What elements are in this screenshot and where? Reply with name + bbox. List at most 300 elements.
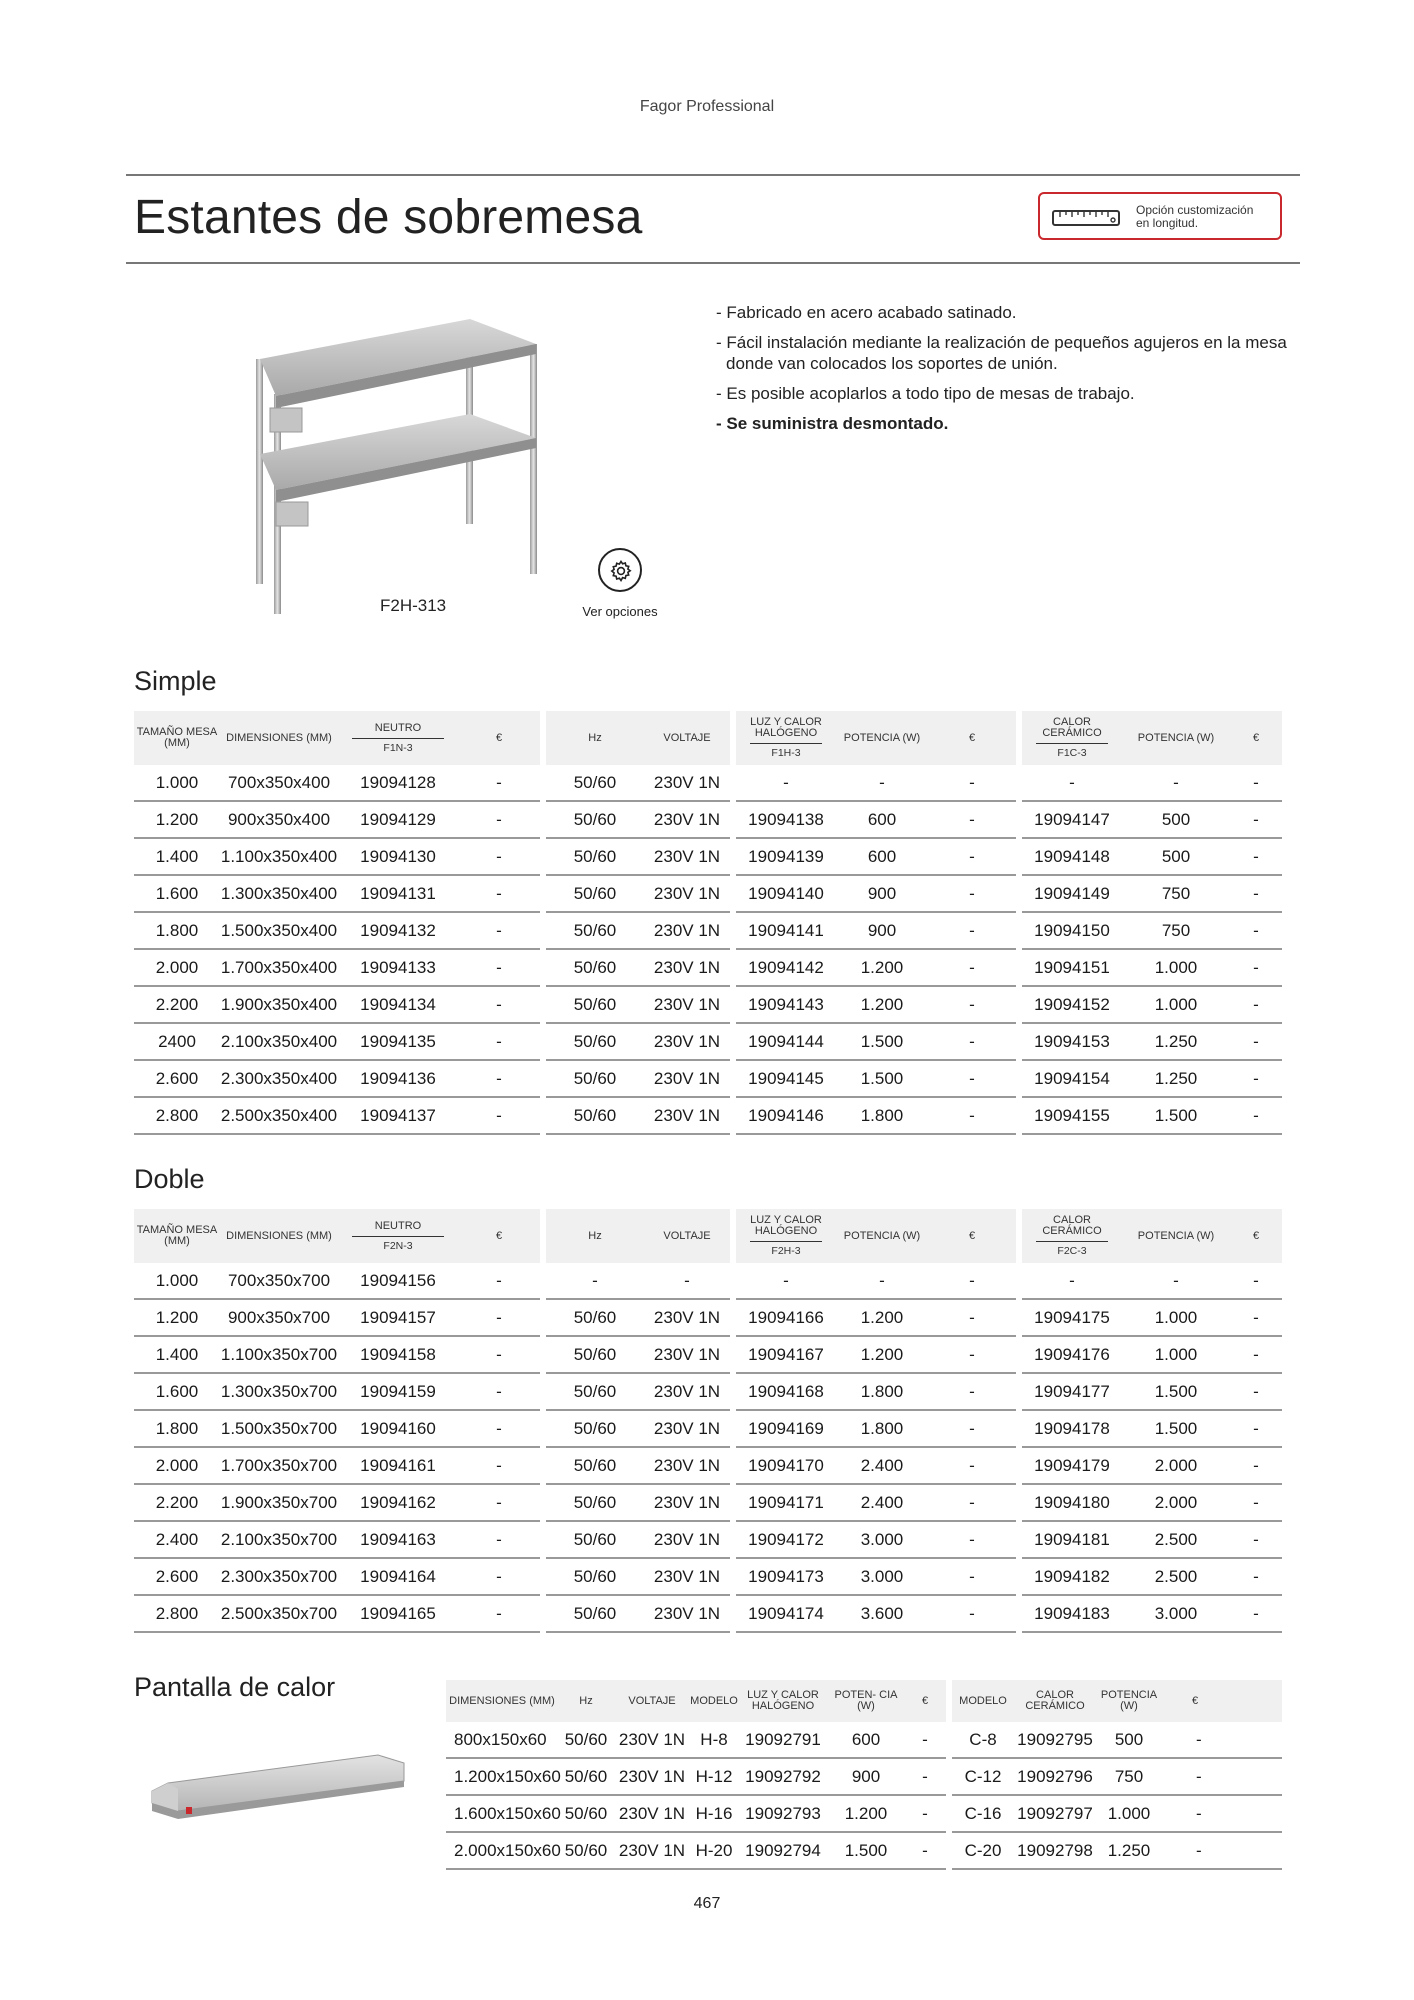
table-cell: 50/60	[546, 1411, 644, 1448]
table-cell: 19094141	[736, 913, 836, 950]
table-cell: 19094168	[736, 1374, 836, 1411]
table-cell: -	[928, 1098, 1016, 1135]
col-header: €	[1162, 1680, 1282, 1722]
table-cell: 700x350x700	[220, 1263, 338, 1300]
table-cell: 3.000	[1122, 1596, 1230, 1633]
table-cell: -	[1230, 1485, 1282, 1522]
table-cell: -	[1022, 765, 1122, 802]
table-cell: -	[458, 1337, 540, 1374]
table-cell: -	[458, 876, 540, 913]
table-cell: 19094183	[1022, 1596, 1122, 1633]
table-cell: 50/60	[546, 1374, 644, 1411]
col-header: DIMENSIONES (MM)	[446, 1680, 558, 1722]
table-cell: 1.250	[1122, 1024, 1230, 1061]
table-cell: 50/60	[546, 1522, 644, 1559]
table-cell: 19094132	[338, 913, 458, 950]
table-cell: 2.500	[1122, 1522, 1230, 1559]
table-cell: 2.200	[134, 1485, 220, 1522]
table-cell: 19094148	[1022, 839, 1122, 876]
table-cell: 19094156	[338, 1263, 458, 1300]
table-cell: -	[836, 765, 928, 802]
table-cell: 500	[1096, 1722, 1162, 1759]
table-cell: 1.900x350x400	[220, 987, 338, 1024]
table-cell: 1.250	[1122, 1061, 1230, 1098]
table-cell: 2.100x350x700	[220, 1522, 338, 1559]
table-cell: -	[1230, 839, 1282, 876]
table-row	[134, 839, 1282, 876]
table-cell: -	[928, 1337, 1016, 1374]
table-cell: 19094134	[338, 987, 458, 1024]
table-cell: -	[928, 1411, 1016, 1448]
table-cell: 19094175	[1022, 1300, 1122, 1337]
table-cell: 19094155	[1022, 1098, 1122, 1135]
table-cell: 19094162	[338, 1485, 458, 1522]
table-cell: 230V 1N	[644, 1300, 730, 1337]
table-cell: 19094166	[736, 1300, 836, 1337]
table-row	[134, 1596, 1282, 1633]
table-cell: 230V 1N	[614, 1759, 690, 1796]
table-cell: -	[644, 1263, 730, 1300]
table-cell: 1.000	[134, 1263, 220, 1300]
table-row	[134, 950, 1282, 987]
table-cell: H-12	[690, 1759, 738, 1796]
table-cell: 2.000	[134, 950, 220, 987]
table-cell: H-20	[690, 1833, 738, 1870]
table-cell: 19094152	[1022, 987, 1122, 1024]
table-cell: 19094174	[736, 1596, 836, 1633]
table-row	[134, 1337, 1282, 1374]
doble-table	[134, 1209, 1282, 1633]
table-row	[134, 802, 1282, 839]
table-cell: 2.100x350x400	[220, 1024, 338, 1061]
table-cell: 19094139	[736, 839, 836, 876]
table-cell: -	[458, 839, 540, 876]
table-cell: 1.200	[134, 802, 220, 839]
table-cell: 1.400	[134, 839, 220, 876]
col-header: MODELO	[690, 1680, 738, 1722]
table-cell: -	[904, 1722, 946, 1759]
table-row	[134, 1485, 1282, 1522]
view-options-button[interactable]	[598, 548, 642, 592]
table-cell: -	[458, 1448, 540, 1485]
table-cell: 19094128	[338, 765, 458, 802]
table-cell: -	[1230, 913, 1282, 950]
col-header: NEUTRO F2N-3	[338, 1209, 458, 1263]
table-cell: 50/60	[546, 1098, 644, 1135]
table-cell: 19092797	[1014, 1796, 1096, 1833]
table-row	[134, 1559, 1282, 1596]
table-cell: -	[1230, 950, 1282, 987]
table-cell: 1.900x350x700	[220, 1485, 338, 1522]
table-cell: 1.250	[1096, 1833, 1162, 1870]
view-options-label[interactable]: Ver opciones	[582, 604, 658, 619]
table-cell: 19094158	[338, 1337, 458, 1374]
shelf-product-image	[240, 314, 560, 614]
table-cell: 1.800	[836, 1098, 928, 1135]
table-cell: 19092793	[738, 1796, 828, 1833]
table-cell: 800x150x60	[446, 1722, 558, 1759]
table-cell: 1.000	[1122, 1300, 1230, 1337]
table-cell: 2.000	[1122, 1485, 1230, 1522]
table-cell: 19094145	[736, 1061, 836, 1098]
table-row	[446, 1833, 1282, 1870]
table-cell: 3.000	[836, 1522, 928, 1559]
table-row	[134, 1263, 1282, 1300]
table-cell: 1.500	[1122, 1098, 1230, 1135]
table-cell: 230V 1N	[644, 1448, 730, 1485]
col-header: LUZ Y CALOR HALÓGENO	[738, 1680, 828, 1722]
ruler-icon	[1052, 208, 1122, 228]
table-cell: 600	[828, 1722, 904, 1759]
table-cell: 900x350x700	[220, 1300, 338, 1337]
table-cell: -	[458, 1263, 540, 1300]
table-cell: 1.500	[836, 1024, 928, 1061]
table-cell: 500	[1122, 839, 1230, 876]
table-cell: 2.500x350x400	[220, 1098, 338, 1135]
table-row	[134, 1374, 1282, 1411]
table-cell: 230V 1N	[614, 1833, 690, 1870]
simple-table	[134, 711, 1282, 1135]
table-cell: 50/60	[546, 765, 644, 802]
page-number: 467	[693, 1895, 721, 1912]
table-cell: 50/60	[546, 987, 644, 1024]
table-cell: 1.800	[134, 1411, 220, 1448]
table-cell: 19094181	[1022, 1522, 1122, 1559]
table-cell: 2.800	[134, 1596, 220, 1633]
table-cell: 19094177	[1022, 1374, 1122, 1411]
table-cell: 600	[836, 839, 928, 876]
table-cell: 50/60	[546, 802, 644, 839]
table-cell: 750	[1122, 876, 1230, 913]
table-cell: 1.400	[134, 1337, 220, 1374]
table-cell: -	[458, 950, 540, 987]
col-header: €	[458, 711, 540, 765]
heat-screen-image	[148, 1745, 408, 1845]
feature-item: - Fabricado en acero acabado satinado.	[716, 303, 1017, 322]
table-cell: C-20	[952, 1833, 1014, 1870]
table-cell: 50/60	[546, 1485, 644, 1522]
table-cell: 19092796	[1014, 1759, 1096, 1796]
table-cell: 50/60	[546, 1337, 644, 1374]
table-cell: 1.700x350x400	[220, 950, 338, 987]
table-cell: 19094178	[1022, 1411, 1122, 1448]
table-cell: 19094173	[736, 1559, 836, 1596]
table-cell: -	[928, 1300, 1016, 1337]
table-cell: 3.000	[836, 1559, 928, 1596]
table-cell: 600	[836, 802, 928, 839]
table-cell: 2.200	[134, 987, 220, 1024]
table-cell: 1.800	[134, 913, 220, 950]
table-cell: 1.000	[1122, 987, 1230, 1024]
table-cell: 1.200x150x60	[446, 1759, 558, 1796]
table-row	[134, 913, 1282, 950]
table-cell: 1.200	[836, 1300, 928, 1337]
col-header: CALOR CERÁMICO F1C-3	[1022, 711, 1122, 765]
section-title-simple: Simple	[134, 666, 217, 696]
table-cell: 19094147	[1022, 802, 1122, 839]
col-header: Hz	[546, 711, 644, 765]
table-cell: -	[458, 765, 540, 802]
table-cell: -	[458, 987, 540, 1024]
table-cell: -	[546, 1263, 644, 1300]
table-row	[134, 1448, 1282, 1485]
table-cell: -	[1230, 1448, 1282, 1485]
table-cell: -	[1230, 765, 1282, 802]
table-cell: 700x350x400	[220, 765, 338, 802]
table-cell: 1.800	[836, 1374, 928, 1411]
table-cell: -	[928, 839, 1016, 876]
table-row	[134, 876, 1282, 913]
table-cell: 19094129	[338, 802, 458, 839]
table-cell: 19094170	[736, 1448, 836, 1485]
table-cell: 230V 1N	[644, 876, 730, 913]
table-cell: 2.000	[134, 1448, 220, 1485]
table-cell: 230V 1N	[644, 802, 730, 839]
table-cell: -	[928, 802, 1016, 839]
table-cell: 50/60	[546, 913, 644, 950]
table-cell: 1.000	[1122, 1337, 1230, 1374]
col-header: POTENCIA (W)	[836, 1209, 928, 1263]
table-cell: 50/60	[546, 950, 644, 987]
table-cell: -	[1230, 1263, 1282, 1300]
table-row	[134, 1411, 1282, 1448]
table-cell: 19094146	[736, 1098, 836, 1135]
table-cell: 19094157	[338, 1300, 458, 1337]
table-cell: 19094144	[736, 1024, 836, 1061]
table-cell: -	[458, 1061, 540, 1098]
table-cell: 230V 1N	[644, 1596, 730, 1633]
table-cell: 1.500	[1122, 1411, 1230, 1448]
table-cell: 2.400	[836, 1448, 928, 1485]
col-header: POTENCIA (W)	[836, 711, 928, 765]
col-header: LUZ Y CALOR HALÓGENO F1H-3	[736, 711, 836, 765]
table-cell: 19094150	[1022, 913, 1122, 950]
table-cell: -	[1230, 1374, 1282, 1411]
table-cell: 1.200	[828, 1796, 904, 1833]
table-cell: C-8	[952, 1722, 1014, 1759]
table-cell: 2.500x350x700	[220, 1596, 338, 1633]
table-cell: -	[928, 1024, 1016, 1061]
table-row	[134, 987, 1282, 1024]
table-cell: -	[458, 1596, 540, 1633]
table-cell: 1.200	[836, 1337, 928, 1374]
table-cell: -	[1230, 1337, 1282, 1374]
table-cell: 50/60	[546, 1559, 644, 1596]
table-cell: -	[928, 987, 1016, 1024]
table-cell: 19094171	[736, 1485, 836, 1522]
table-cell: 19094180	[1022, 1485, 1122, 1522]
col-header: €	[1230, 1209, 1282, 1263]
table-cell: 230V 1N	[614, 1722, 690, 1759]
table-cell: -	[1230, 1024, 1282, 1061]
table-cell: H-16	[690, 1796, 738, 1833]
col-header: CALOR CERÁMICO F2C-3	[1022, 1209, 1122, 1263]
table-cell: 1.800	[836, 1411, 928, 1448]
table-cell: 1.600x150x60	[446, 1796, 558, 1833]
table-cell: -	[1230, 1522, 1282, 1559]
col-header: €	[928, 1209, 1016, 1263]
table-cell: 19094164	[338, 1559, 458, 1596]
col-header: LUZ Y CALOR HALÓGENO F2H-3	[736, 1209, 836, 1263]
table-cell: 50/60	[546, 1300, 644, 1337]
table-cell: -	[1230, 802, 1282, 839]
table-cell: -	[458, 1024, 540, 1061]
table-cell: -	[928, 1374, 1016, 1411]
table-cell: -	[458, 1300, 540, 1337]
table-cell: 19094161	[338, 1448, 458, 1485]
table-cell: 230V 1N	[644, 1411, 730, 1448]
table-cell: -	[1230, 1098, 1282, 1135]
table-cell: -	[904, 1833, 946, 1870]
table-cell: 19094142	[736, 950, 836, 987]
title-bottom-rule	[126, 262, 1300, 264]
table-cell: 230V 1N	[644, 1061, 730, 1098]
table-cell: 230V 1N	[644, 1485, 730, 1522]
table-cell: 50/60	[558, 1759, 614, 1796]
table-cell: -	[1022, 1263, 1122, 1300]
table-cell: 19094137	[338, 1098, 458, 1135]
table-cell: H-8	[690, 1722, 738, 1759]
table-cell: 230V 1N	[644, 1337, 730, 1374]
table-cell: 230V 1N	[644, 839, 730, 876]
table-cell: 500	[1122, 802, 1230, 839]
table-row	[446, 1722, 1282, 1759]
gear-icon	[609, 559, 633, 583]
table-cell: 50/60	[558, 1722, 614, 1759]
table-cell: 19094143	[736, 987, 836, 1024]
table-cell: 230V 1N	[644, 950, 730, 987]
table-cell: -	[928, 1448, 1016, 1485]
table-cell: 1.200	[836, 987, 928, 1024]
table-cell: 19094172	[736, 1522, 836, 1559]
table-cell: 750	[1122, 913, 1230, 950]
table-cell: 2.300x350x700	[220, 1559, 338, 1596]
table-cell: 1.500x350x400	[220, 913, 338, 950]
col-header: POTEN- CIA (W)	[828, 1680, 904, 1722]
table-cell: 230V 1N	[644, 1024, 730, 1061]
table-cell: -	[1230, 1061, 1282, 1098]
table-cell: 1.000	[134, 765, 220, 802]
page-title: Estantes de sobremesa	[134, 191, 643, 244]
table-cell: -	[928, 1559, 1016, 1596]
section-title-doble: Doble	[134, 1164, 205, 1194]
table-cell: -	[1162, 1759, 1282, 1796]
table-cell: -	[736, 765, 836, 802]
table-cell: 50/60	[558, 1796, 614, 1833]
col-header: Hz	[546, 1209, 644, 1263]
table-cell: 19092794	[738, 1833, 828, 1870]
table-cell: -	[928, 1596, 1016, 1633]
table-cell: -	[1162, 1722, 1282, 1759]
col-header: €	[904, 1680, 946, 1722]
table-cell: -	[736, 1263, 836, 1300]
table-cell: -	[928, 1522, 1016, 1559]
table-cell: 19094179	[1022, 1448, 1122, 1485]
col-header: DIMENSIONES (MM)	[220, 1209, 338, 1263]
table-cell: 19094176	[1022, 1337, 1122, 1374]
table-row	[134, 1522, 1282, 1559]
col-header: TAMAÑO MESA (MM)	[134, 711, 220, 765]
table-cell: 1.200	[134, 1300, 220, 1337]
table-cell: 1.100x350x700	[220, 1337, 338, 1374]
table-cell: 900	[836, 913, 928, 950]
col-header: POTENCIA (W)	[1096, 1680, 1162, 1722]
table-cell: -	[928, 913, 1016, 950]
table-cell: 900	[836, 876, 928, 913]
col-header: NEUTRO F1N-3	[338, 711, 458, 765]
col-header: DIMENSIONES (MM)	[220, 711, 338, 765]
table-cell: 2.300x350x400	[220, 1061, 338, 1098]
table-cell: -	[928, 1061, 1016, 1098]
table-cell: 19094160	[338, 1411, 458, 1448]
table-cell: -	[458, 1098, 540, 1135]
table-cell: -	[458, 1374, 540, 1411]
table-cell: 19094165	[338, 1596, 458, 1633]
table-cell: 230V 1N	[644, 1374, 730, 1411]
table-cell: -	[928, 950, 1016, 987]
table-cell: 1.700x350x700	[220, 1448, 338, 1485]
table-cell: 230V 1N	[644, 987, 730, 1024]
table-cell: 19092792	[738, 1759, 828, 1796]
col-header: VOLTAJE	[644, 711, 730, 765]
table-cell: 2400	[134, 1024, 220, 1061]
table-cell: -	[928, 765, 1016, 802]
table-cell: -	[904, 1759, 946, 1796]
table-cell: -	[904, 1796, 946, 1833]
table-cell: 19094138	[736, 802, 836, 839]
table-cell: -	[458, 1522, 540, 1559]
title-top-rule	[126, 174, 1300, 176]
table-cell: 1.000	[1096, 1796, 1162, 1833]
table-cell: 1.500	[836, 1061, 928, 1098]
table-cell: -	[458, 1411, 540, 1448]
table-cell: 900	[828, 1759, 904, 1796]
table-row	[134, 1061, 1282, 1098]
table-cell: 3.600	[836, 1596, 928, 1633]
table-cell: 1.200	[836, 950, 928, 987]
table-cell: -	[1230, 987, 1282, 1024]
table-cell: 230V 1N	[614, 1796, 690, 1833]
table-cell: 1.100x350x400	[220, 839, 338, 876]
table-cell: -	[1122, 765, 1230, 802]
table-cell: -	[1230, 1559, 1282, 1596]
pantalla-table	[446, 1680, 1282, 1870]
table-cell: -	[458, 1485, 540, 1522]
table-cell: -	[928, 1263, 1016, 1300]
table-cell: 50/60	[546, 876, 644, 913]
table-cell: -	[1230, 1596, 1282, 1633]
table-cell: -	[928, 876, 1016, 913]
table-cell: 50/60	[558, 1833, 614, 1870]
table-cell: 2.400	[836, 1485, 928, 1522]
table-cell: 19094169	[736, 1411, 836, 1448]
customization-badge	[1038, 192, 1282, 240]
table-cell: 19094131	[338, 876, 458, 913]
table-cell: 19092791	[738, 1722, 828, 1759]
table-cell: 1.500	[1122, 1374, 1230, 1411]
col-header: CALOR CERÁMICO	[1014, 1680, 1096, 1722]
table-cell: 19094136	[338, 1061, 458, 1098]
table-cell: 19092795	[1014, 1722, 1096, 1759]
table-cell: 1.300x350x400	[220, 876, 338, 913]
table-cell: -	[1122, 1263, 1230, 1300]
table-cell: 230V 1N	[644, 1559, 730, 1596]
table-cell: 19094149	[1022, 876, 1122, 913]
col-header: €	[1230, 711, 1282, 765]
table-cell: 2.000x150x60	[446, 1833, 558, 1870]
table-row	[134, 1098, 1282, 1135]
col-header: VOLTAJE	[614, 1680, 690, 1722]
